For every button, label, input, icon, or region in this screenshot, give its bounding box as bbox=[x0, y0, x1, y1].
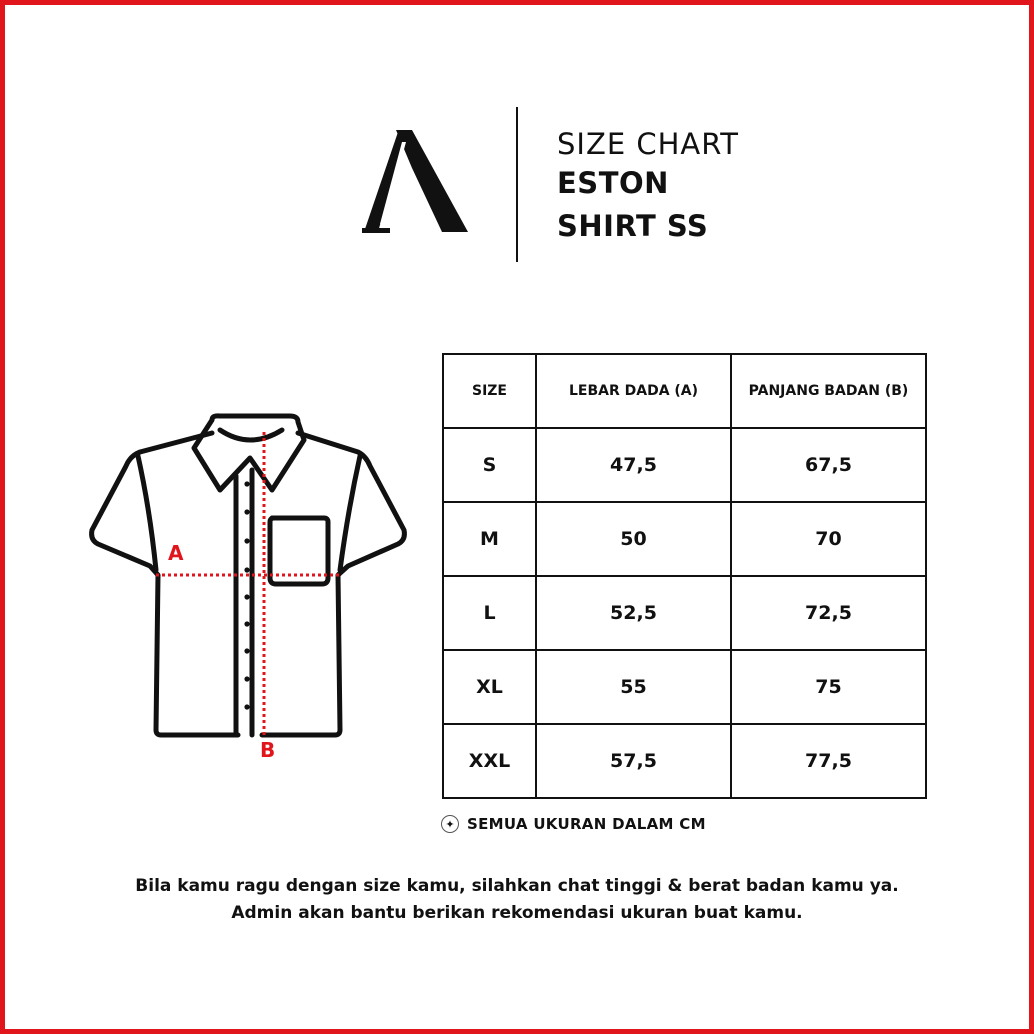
title-block bbox=[557, 126, 739, 248]
page-title: SIZE CHART bbox=[557, 127, 740, 161]
chest-cell: 52,5 bbox=[536, 576, 731, 650]
chest-cell: 50 bbox=[536, 502, 731, 576]
size-cell: XXL bbox=[443, 724, 536, 798]
shirt-short-sleeve-icon bbox=[80, 408, 420, 768]
header-size: SIZE bbox=[443, 354, 536, 428]
chest-cell: 55 bbox=[536, 650, 731, 724]
table-row bbox=[443, 428, 926, 502]
product-name: ESTON bbox=[557, 166, 669, 200]
size-cell: M bbox=[443, 502, 536, 576]
length-cell: 75 bbox=[731, 650, 926, 724]
size-table bbox=[442, 353, 927, 799]
header-divider bbox=[516, 107, 518, 262]
footer-message bbox=[0, 873, 1034, 927]
measure-label-b: B bbox=[260, 738, 276, 762]
table-header-row bbox=[443, 354, 926, 428]
length-cell: 70 bbox=[731, 502, 926, 576]
footer-line-1: Bila kamu ragu dengan size kamu, silahkan chat tinggi & berat badan kamu ya. bbox=[135, 876, 899, 896]
header-chest-width: LEBAR DADA (A) bbox=[536, 354, 731, 428]
footer-line-2: Admin akan bantu berikan rekomendasi ukuran buat kamu. bbox=[231, 903, 803, 923]
table-row bbox=[443, 724, 926, 798]
table-row bbox=[443, 650, 926, 724]
a-letter-logo-icon bbox=[362, 128, 470, 236]
length-cell: 72,5 bbox=[731, 576, 926, 650]
length-cell: 67,5 bbox=[731, 428, 926, 502]
table-row bbox=[443, 576, 926, 650]
chest-cell: 47,5 bbox=[536, 428, 731, 502]
length-cell: 77,5 bbox=[731, 724, 926, 798]
unit-note-text: SEMUA UKURAN DALAM CM bbox=[467, 815, 706, 833]
size-cell: XL bbox=[443, 650, 536, 724]
size-cell: S bbox=[443, 428, 536, 502]
measure-label-a: A bbox=[168, 541, 184, 565]
chest-cell: 57,5 bbox=[536, 724, 731, 798]
size-cell: L bbox=[443, 576, 536, 650]
product-type: SHIRT SS bbox=[557, 209, 709, 243]
sparkle-icon: ✦ bbox=[441, 815, 459, 833]
table-row bbox=[443, 502, 926, 576]
unit-note bbox=[441, 815, 706, 833]
header-body-length: PANJANG BADAN (B) bbox=[731, 354, 926, 428]
